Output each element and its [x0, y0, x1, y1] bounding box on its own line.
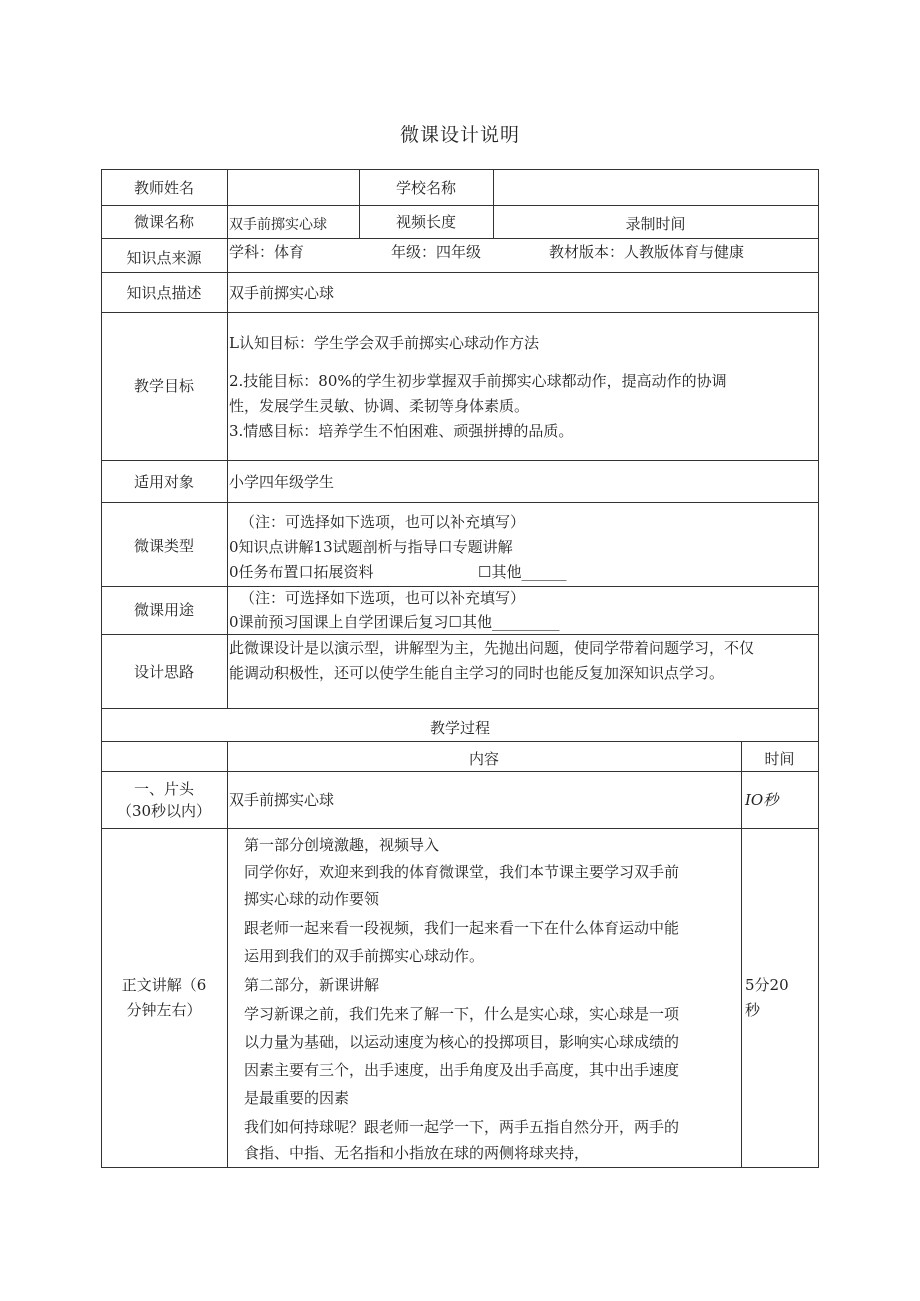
design-idea-line: 此微课设计是以演示型，讲解型为主，先抛出问题，使同学带着问题学习，不仅 — [229, 639, 755, 657]
body-content-line: 跟老师一起来看一段视频，我们一起来看一下在什么体育运动中能 — [244, 919, 680, 937]
rule — [101, 312, 819, 313]
course-type-other: ☐其他______ — [478, 563, 567, 581]
rule — [101, 586, 819, 587]
course-type-options: 0任务布置口拓展资料 — [229, 563, 374, 581]
knowledge-source-label: 知识点来源 — [126, 249, 202, 267]
rule — [101, 272, 819, 273]
textbook-value: 教材版本：人教版体育与健康 — [549, 243, 745, 261]
rule — [101, 238, 819, 239]
opening-time: IO秒 — [745, 791, 779, 809]
body-time-unit: 秒 — [745, 1001, 761, 1019]
target-audience-label: 适用对象 — [133, 473, 194, 491]
grade-value: 年级：四年级 — [391, 243, 482, 261]
body-content-line: 同学你好，欢迎来到我的体育微课堂，我们本节课主要学习双手前 — [244, 863, 680, 881]
rule — [741, 741, 742, 1168]
body-content-line: 食指、中指、无名指和小指放在球的两侧将球夹持， — [244, 1144, 590, 1162]
rule — [101, 634, 819, 635]
body-content-line: 掷实心球的动作要领 — [244, 890, 380, 908]
course-use-options: 0课前预习国课上自学团课后复习☐其他_________ — [229, 613, 560, 631]
knowledge-desc-value: 双手前掷实心球 — [229, 284, 335, 302]
body-content-line: 第一部分创境激趣，视频导入 — [244, 836, 440, 854]
body-content-line: 第二部分，新课讲解 — [244, 976, 380, 994]
design-idea-label: 设计思路 — [133, 663, 194, 681]
body-content-line: 我们如何持球呢？跟老师一起学一下，两手五指自然分开，两手的 — [244, 1118, 680, 1136]
teacher-name-label: 教师姓名 — [133, 179, 194, 197]
design-idea-line: 能调动积极性，还可以使学生能自主学习的同时也能反复加深知识点学习。 — [229, 664, 725, 682]
rule — [227, 741, 228, 1168]
opening-label: 一、片头 — [133, 780, 194, 798]
body-time: 5分20 — [745, 976, 789, 994]
course-use-label: 微课用途 — [133, 601, 194, 619]
body-content-line: 因素主要有三个，出手速度，出手角度及出手高度，其中出手速度 — [244, 1061, 680, 1079]
rule — [101, 828, 819, 829]
body-content-line: 以力量为基础，以运动速度为核心的投掷项目，影响实心球成绩的 — [244, 1033, 680, 1051]
record-time-label: 录制时间 — [625, 215, 686, 233]
rule — [101, 1167, 819, 1168]
course-name-value: 双手前掷实心球 — [229, 217, 327, 233]
rule — [227, 169, 228, 709]
body-label: 正文讲解（6 — [121, 976, 207, 994]
subject-value: 学科：体育 — [229, 243, 305, 261]
rule — [101, 708, 819, 709]
rule — [101, 169, 819, 170]
body-content-line: 是最重要的因素 — [244, 1089, 350, 1107]
body-content-line: 学习新课之前，我们先来了解一下，什么是实心球，实心球是一项 — [244, 1005, 680, 1023]
course-name-label: 微课名称 — [133, 213, 194, 231]
page-title: 微课设计说明 — [399, 124, 520, 146]
goal-line: L认知目标：学生学会双手前掷实心球动作方法 — [229, 334, 539, 352]
course-type-label: 微课类型 — [133, 537, 194, 555]
rule — [101, 771, 819, 772]
goal-line: 3.情感目标：培养学生不怕困难、顽强拼搏的品质。 — [229, 422, 574, 440]
body-content-line: 运用到我们的双手前掷实心球动作。 — [244, 947, 485, 965]
opening-content: 双手前掷实心球 — [229, 791, 335, 809]
teaching-process-header: 教学过程 — [429, 719, 490, 737]
content-column-header: 内容 — [468, 750, 499, 768]
time-column-header: 时间 — [764, 750, 795, 768]
school-name-label: 学校名称 — [395, 179, 456, 197]
video-length-label: 视频长度 — [395, 213, 456, 231]
goal-line: 2.技能目标：80%的学生初步掌握双手前掷实心球都动作，提高动作的协调 — [229, 372, 727, 390]
rule — [818, 169, 819, 1168]
knowledge-desc-label: 知识点描述 — [126, 284, 202, 302]
course-use-note: （注：可选择如下选项，也可以补充填写） — [240, 589, 526, 607]
target-audience-value: 小学四年级学生 — [229, 473, 335, 491]
course-type-note: （注：可选择如下选项，也可以补充填写） — [240, 513, 526, 531]
rule — [101, 460, 819, 461]
rule — [101, 502, 819, 503]
rule — [101, 205, 819, 206]
course-type-options: 0知识点讲解13试题剖析与指导口专题讲解 — [229, 538, 513, 556]
body-duration-label: 分钟左右） — [126, 1001, 202, 1019]
teaching-goal-label: 教学目标 — [133, 377, 194, 395]
goal-line: 性，发展学生灵敏、协调、柔韧等身体素质。 — [229, 397, 530, 415]
opening-duration-label: （30秒以内） — [116, 802, 212, 820]
rule — [101, 741, 819, 742]
